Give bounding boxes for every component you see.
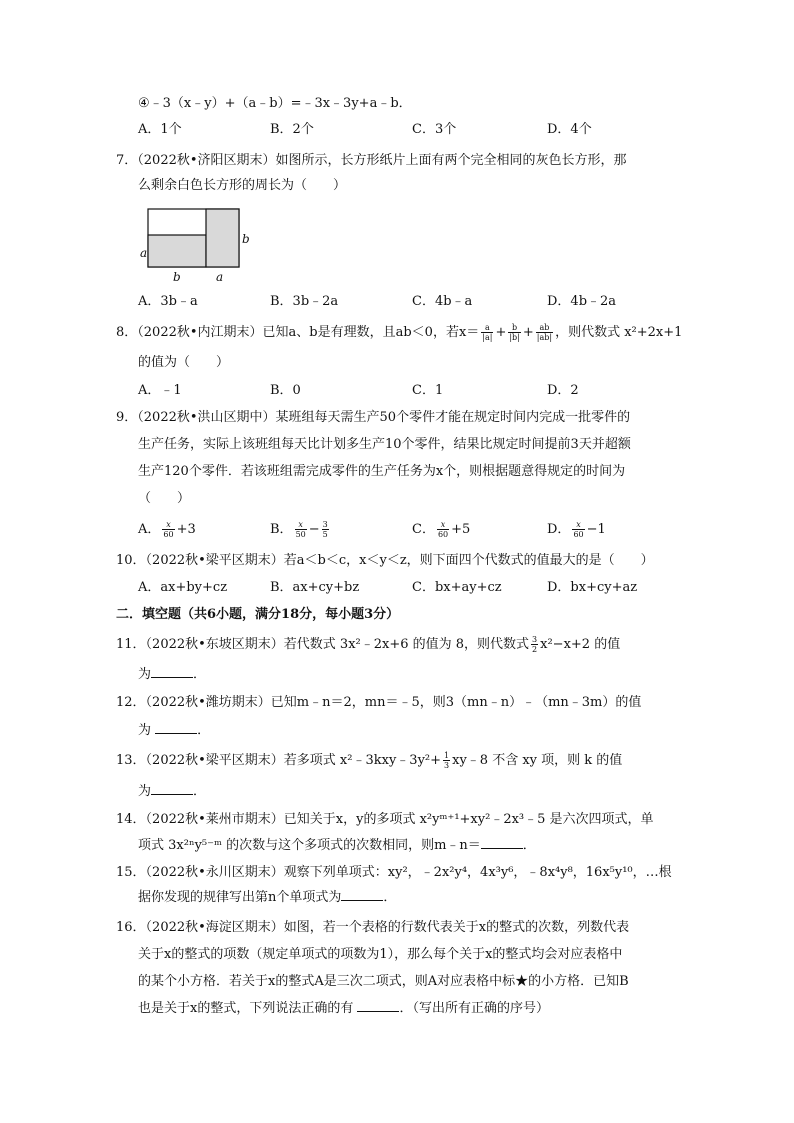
answer-blank[interactable] bbox=[357, 999, 399, 1012]
q8-option-a: A．﹣1 bbox=[138, 383, 182, 398]
q16-line4: 也是关于x的整式，下列说法正确的有 ．（写出所有正确的序号） bbox=[138, 1001, 549, 1016]
answer-blank[interactable] bbox=[481, 836, 523, 849]
q7-option-a: A．3b﹣a bbox=[138, 294, 198, 309]
q9-option-a: A． $\frac{x}{60}$ +3 bbox=[138, 520, 196, 539]
q7-option-b: B．3b﹣2a bbox=[270, 294, 339, 309]
q9-line1: 9．（2022秋•洪山区期中）某班组每天需生产50个零件才能在规定时间内完成一批零件的 bbox=[116, 410, 631, 425]
q16-line1: 16．（2022秋•海淀区期末）如图，若一个表格的行数代表关于x的整式的次数，列数代表 bbox=[116, 920, 630, 935]
q11-line2: 为 ． bbox=[138, 667, 207, 682]
q9-option-b: B． $\frac{x}{50}$ − $\frac{3}{5}$ bbox=[270, 520, 328, 539]
fig-label-b-right: b bbox=[242, 232, 250, 246]
q8-line1: 8．（2022秋•内江期末）已知a、b是有理数，且ab＜0，若x＝ $\frac{a}{|a|}$ + $\frac{b}{|b|}$ + $\frac{ab}{|ab|}$ ，则代数式 x²+2x+1 bbox=[116, 323, 683, 342]
q9-line4: （ ） bbox=[138, 491, 191, 506]
q13-line2: 为 ． bbox=[138, 784, 207, 799]
q7-line2: 么剩余白色长方形的周长为（ ） bbox=[138, 178, 347, 193]
q7-option-c: C．4b﹣a bbox=[412, 294, 473, 309]
q9-option-d: D． $\frac{x}{60}$ −1 bbox=[547, 520, 606, 539]
fig-label-a-bottom: a bbox=[216, 270, 224, 284]
q10-option-b: B．ax+cy+bz bbox=[270, 580, 360, 595]
q7-option-d: D．4b﹣2a bbox=[547, 294, 617, 309]
q15-line2: 据你发现的规律写出第n个单项式为 ． bbox=[138, 890, 397, 905]
q9-option-c: C． $\frac{x}{60}$ +5 bbox=[412, 520, 471, 539]
answer-blank[interactable] bbox=[155, 721, 197, 734]
q6-option-c: C．3个 bbox=[412, 122, 457, 137]
q16-line3: 的某个小方格．若关于x的整式A是三次二项式，则A对应表格中标★的小方格．已知B bbox=[138, 974, 629, 989]
q13-line1: 13．（2022秋•梁平区期末）若多项式 x²﹣3kxy﹣3y²+ $\frac{1}{3}$ xy﹣8 不含 xy 项，则 k 的值 bbox=[116, 751, 623, 770]
q7-figure bbox=[138, 205, 248, 287]
q8-line2: 的值为（ ） bbox=[138, 355, 230, 370]
q14-line2: 项式 3x²ⁿy⁵⁻ᵐ 的次数与这个多项式的次数相同，则m﹣n＝ ． bbox=[138, 838, 536, 853]
answer-blank[interactable] bbox=[151, 665, 193, 678]
q12-line1: 12．（2022秋•潍坊期末）已知m﹣n＝2，mn＝﹣5，则3（mn﹣n）﹣（mn﹣3m）的值 bbox=[116, 695, 642, 710]
q6-line4: ④﹣3（x﹣y）+（a﹣b）=﹣3x﹣3y+a﹣b． bbox=[138, 96, 412, 111]
q9-line3: 生产120个零件．若该班组需完成零件的生产任务为x个，则根据题意得规定的时间为 bbox=[138, 464, 626, 479]
q10-option-d: D．bx+cy+az bbox=[547, 580, 638, 595]
fig-label-a-left: a bbox=[140, 246, 148, 260]
q8-option-c: C．1 bbox=[412, 383, 444, 398]
q10-line1: 10．（2022秋•梁平区期末）若a＜b＜c，x＜y＜z，则下面四个代数式的值最大的是（ ） bbox=[116, 553, 654, 568]
fraction: $\frac{ab}{|ab|}$ bbox=[536, 323, 553, 342]
q8-text-pre: 8．（2022秋•内江期末）已知a、b是有理数，且ab＜0，若x＝ bbox=[116, 325, 480, 340]
q11-line1: 11．（2022秋•东坡区期末）若代数式 3x²﹣2x+6 的值为 8，则代数式 $\frac{3}{2}$ x²−x+2 的值 bbox=[116, 635, 621, 654]
q6-option-b: B．2个 bbox=[270, 122, 314, 137]
q8-option-b: B．0 bbox=[270, 383, 301, 398]
answer-blank[interactable] bbox=[151, 782, 193, 795]
fraction: $\frac{b}{|b|}$ bbox=[509, 323, 520, 342]
q9-line2: 生产任务，实际上该班组每天比计划多生产10个零件，结果比规定时间提前3天并超额 bbox=[138, 437, 631, 452]
section-heading: 二．填空题（共6小题，满分18分，每小题3分） bbox=[116, 607, 400, 622]
fraction: $\frac{a}{|a|}$ bbox=[482, 323, 493, 342]
q10-option-c: C．bx+ay+cz bbox=[412, 580, 502, 595]
q15-line1: 15．（2022秋•永川区期末）观察下列单项式：xy²，﹣2x²y⁴，4x³y⁶，﹣8x⁴y⁸，16x⁵y¹⁰，…根 bbox=[116, 865, 672, 880]
q14-line1: 14．（2022秋•莱州市期末）已知关于x，y的多项式 x²yᵐ⁺¹+xy²﹣2x³﹣5 是六次四项式，单 bbox=[116, 812, 654, 827]
gray-rectangle-bottom bbox=[148, 235, 206, 267]
gray-rectangle-right bbox=[206, 209, 239, 267]
q16-line2: 关于x的整式的项数（规定单项式的项数为1），那么每个关于x的整式均会对应表格中 bbox=[138, 947, 623, 962]
q7-line1: 7．（2022秋•济阳区期末）如图所示，长方形纸片上面有两个完全相同的灰色长方形，那 bbox=[116, 153, 627, 168]
fig-label-b-bottom: b bbox=[173, 270, 181, 284]
q6-option-d: D．4个 bbox=[547, 122, 592, 137]
q8-text-post: ，则代数式 x²+2x+1 bbox=[555, 325, 683, 340]
q6-option-a: A．1个 bbox=[138, 122, 182, 137]
q8-option-d: D．2 bbox=[547, 383, 579, 398]
answer-blank[interactable] bbox=[341, 888, 383, 901]
q12-line2: 为 ． bbox=[138, 723, 211, 738]
q10-option-a: A．ax+by+cz bbox=[138, 580, 228, 595]
